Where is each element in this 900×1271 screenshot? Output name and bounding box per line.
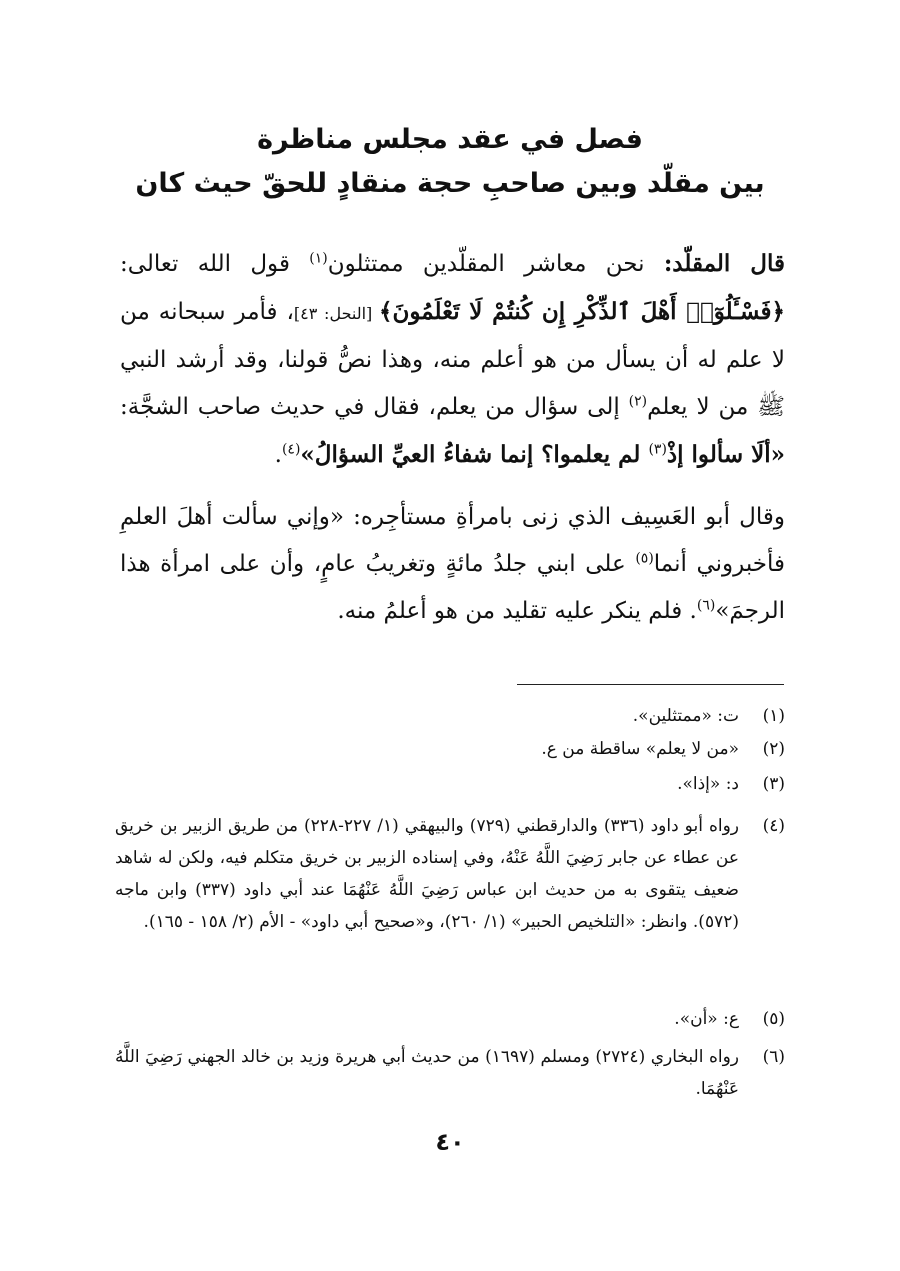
footnote-ref: (٣) bbox=[648, 441, 667, 458]
footnote-ref: (٦) bbox=[696, 597, 716, 614]
footnote bbox=[115, 1041, 785, 1105]
footnote-number: (٦) bbox=[762, 1047, 785, 1067]
text-run: إلى سؤال من يعلم، فقال في حديث صاحب الشجَّة: bbox=[120, 394, 629, 420]
text-run: ، فأمر سبحانه من لا علم له أن يسأل من هو أعلم منه، وهذا نصُّ قولنا، وقد أرشد النبي ﷺ من لا يعلم bbox=[120, 299, 785, 420]
footnote-ref: (٥) bbox=[635, 550, 654, 567]
footnote bbox=[115, 768, 785, 800]
footnote-text: «من لا يعلم» ساقطة من ع. bbox=[541, 739, 739, 759]
footnote-ref: (٤) bbox=[281, 441, 301, 458]
footnote-text: رواه البخاري (٢٧٢٤) ومسلم (١٦٩٧) من حديث أبي هريرة وزيد بن خالد الجهني رَضِيَ اللَّهُ عَنْهُمَا. bbox=[115, 1047, 739, 1099]
footnote-number: (٢) bbox=[762, 739, 785, 759]
hadith-quote: «ألَا سألوا إذْ bbox=[666, 441, 785, 468]
footnote-text: ت: «ممتثلين». bbox=[632, 706, 739, 726]
quran-verse: ﴿فَسْـَٔلُوٓا۟ أَهْلَ ٱلذِّكْرِ إِن كُنتُمْ لَا تَعْلَمُونَ﴾ bbox=[379, 298, 786, 325]
footnote-number: (٣) bbox=[762, 774, 785, 794]
footnote-number: (٥) bbox=[762, 1009, 785, 1029]
footnote-number: (١) bbox=[762, 706, 785, 726]
paragraph-2 bbox=[120, 494, 785, 635]
chapter-title-line-2: بين مقلّد وبين صاحبِ حجة منقادٍ للحقّ حيث كان bbox=[135, 168, 765, 199]
text-run: قول الله تعالى: bbox=[120, 251, 310, 277]
text-run: وقال أبو العَسِيف الذي زنى بامرأةِ مستأجِره: «وإني سألت أهلَ العلمِ فأخبروني أنما bbox=[120, 504, 785, 577]
footnote-separator bbox=[517, 684, 784, 685]
footnote-number: (٤) bbox=[762, 816, 785, 836]
footnote bbox=[115, 810, 785, 938]
paragraph-1 bbox=[120, 240, 785, 479]
footnote-text: د: «إذا». bbox=[677, 774, 739, 794]
footnote-text: ع: «أن». bbox=[674, 1009, 739, 1029]
footnote bbox=[115, 1003, 785, 1035]
verse-citation: [النحل: ٤٣] bbox=[293, 304, 380, 323]
footnote-text: رواه أبو داود (٣٣٦) والدارقطني (٧٢٩) والبيهقي (١/ ٢٢٧-٢٢٨) من طريق الزبير بن خريق عن عطاء عن جابر رَضِيَ اللَّهُ عَنْهُ، وفي إسناده الزبير بن خريق متكلم فيه، ولكن له شاهد ضعيف يتقوى به من حديث ابن عباس رَضِيَ اللَّهُ عَنْهُمَا عند أبي داود (٣٣٧) وابن ماجه (٥٧٢). وانظر: «التلخيص الحبير» (١/ ٢٦٠)، و«صحيح أبي داود» - الأم (٢/ ١٥٨ - ١٦٥). bbox=[115, 816, 740, 932]
hadith-quote: لم يعلموا؟ إنما شفاءُ العيِّ السؤالُ» bbox=[300, 441, 649, 468]
footnote bbox=[115, 733, 785, 765]
footnote-ref: (٢) bbox=[628, 393, 648, 410]
footnote bbox=[115, 700, 785, 732]
text-run: نحن معاشر المقلّدين ممتثلون bbox=[327, 251, 664, 277]
text-run: . فلم ينكر عليه تقليد من هو أعلمُ منه. bbox=[337, 598, 697, 624]
chapter-title-line-1: فصل في عقد مجلس مناظرة bbox=[257, 124, 643, 155]
page-number: ٤٠ bbox=[435, 1128, 465, 1156]
speaker-label: قال المقلّد: bbox=[663, 250, 786, 277]
text-run: . bbox=[274, 442, 282, 468]
text-run: على ابني جلدُ مائةٍ وتغريبُ عامٍ، وأن على امرأة هذا الرجمَ» bbox=[120, 551, 785, 624]
footnote-ref: (١) bbox=[309, 250, 328, 267]
